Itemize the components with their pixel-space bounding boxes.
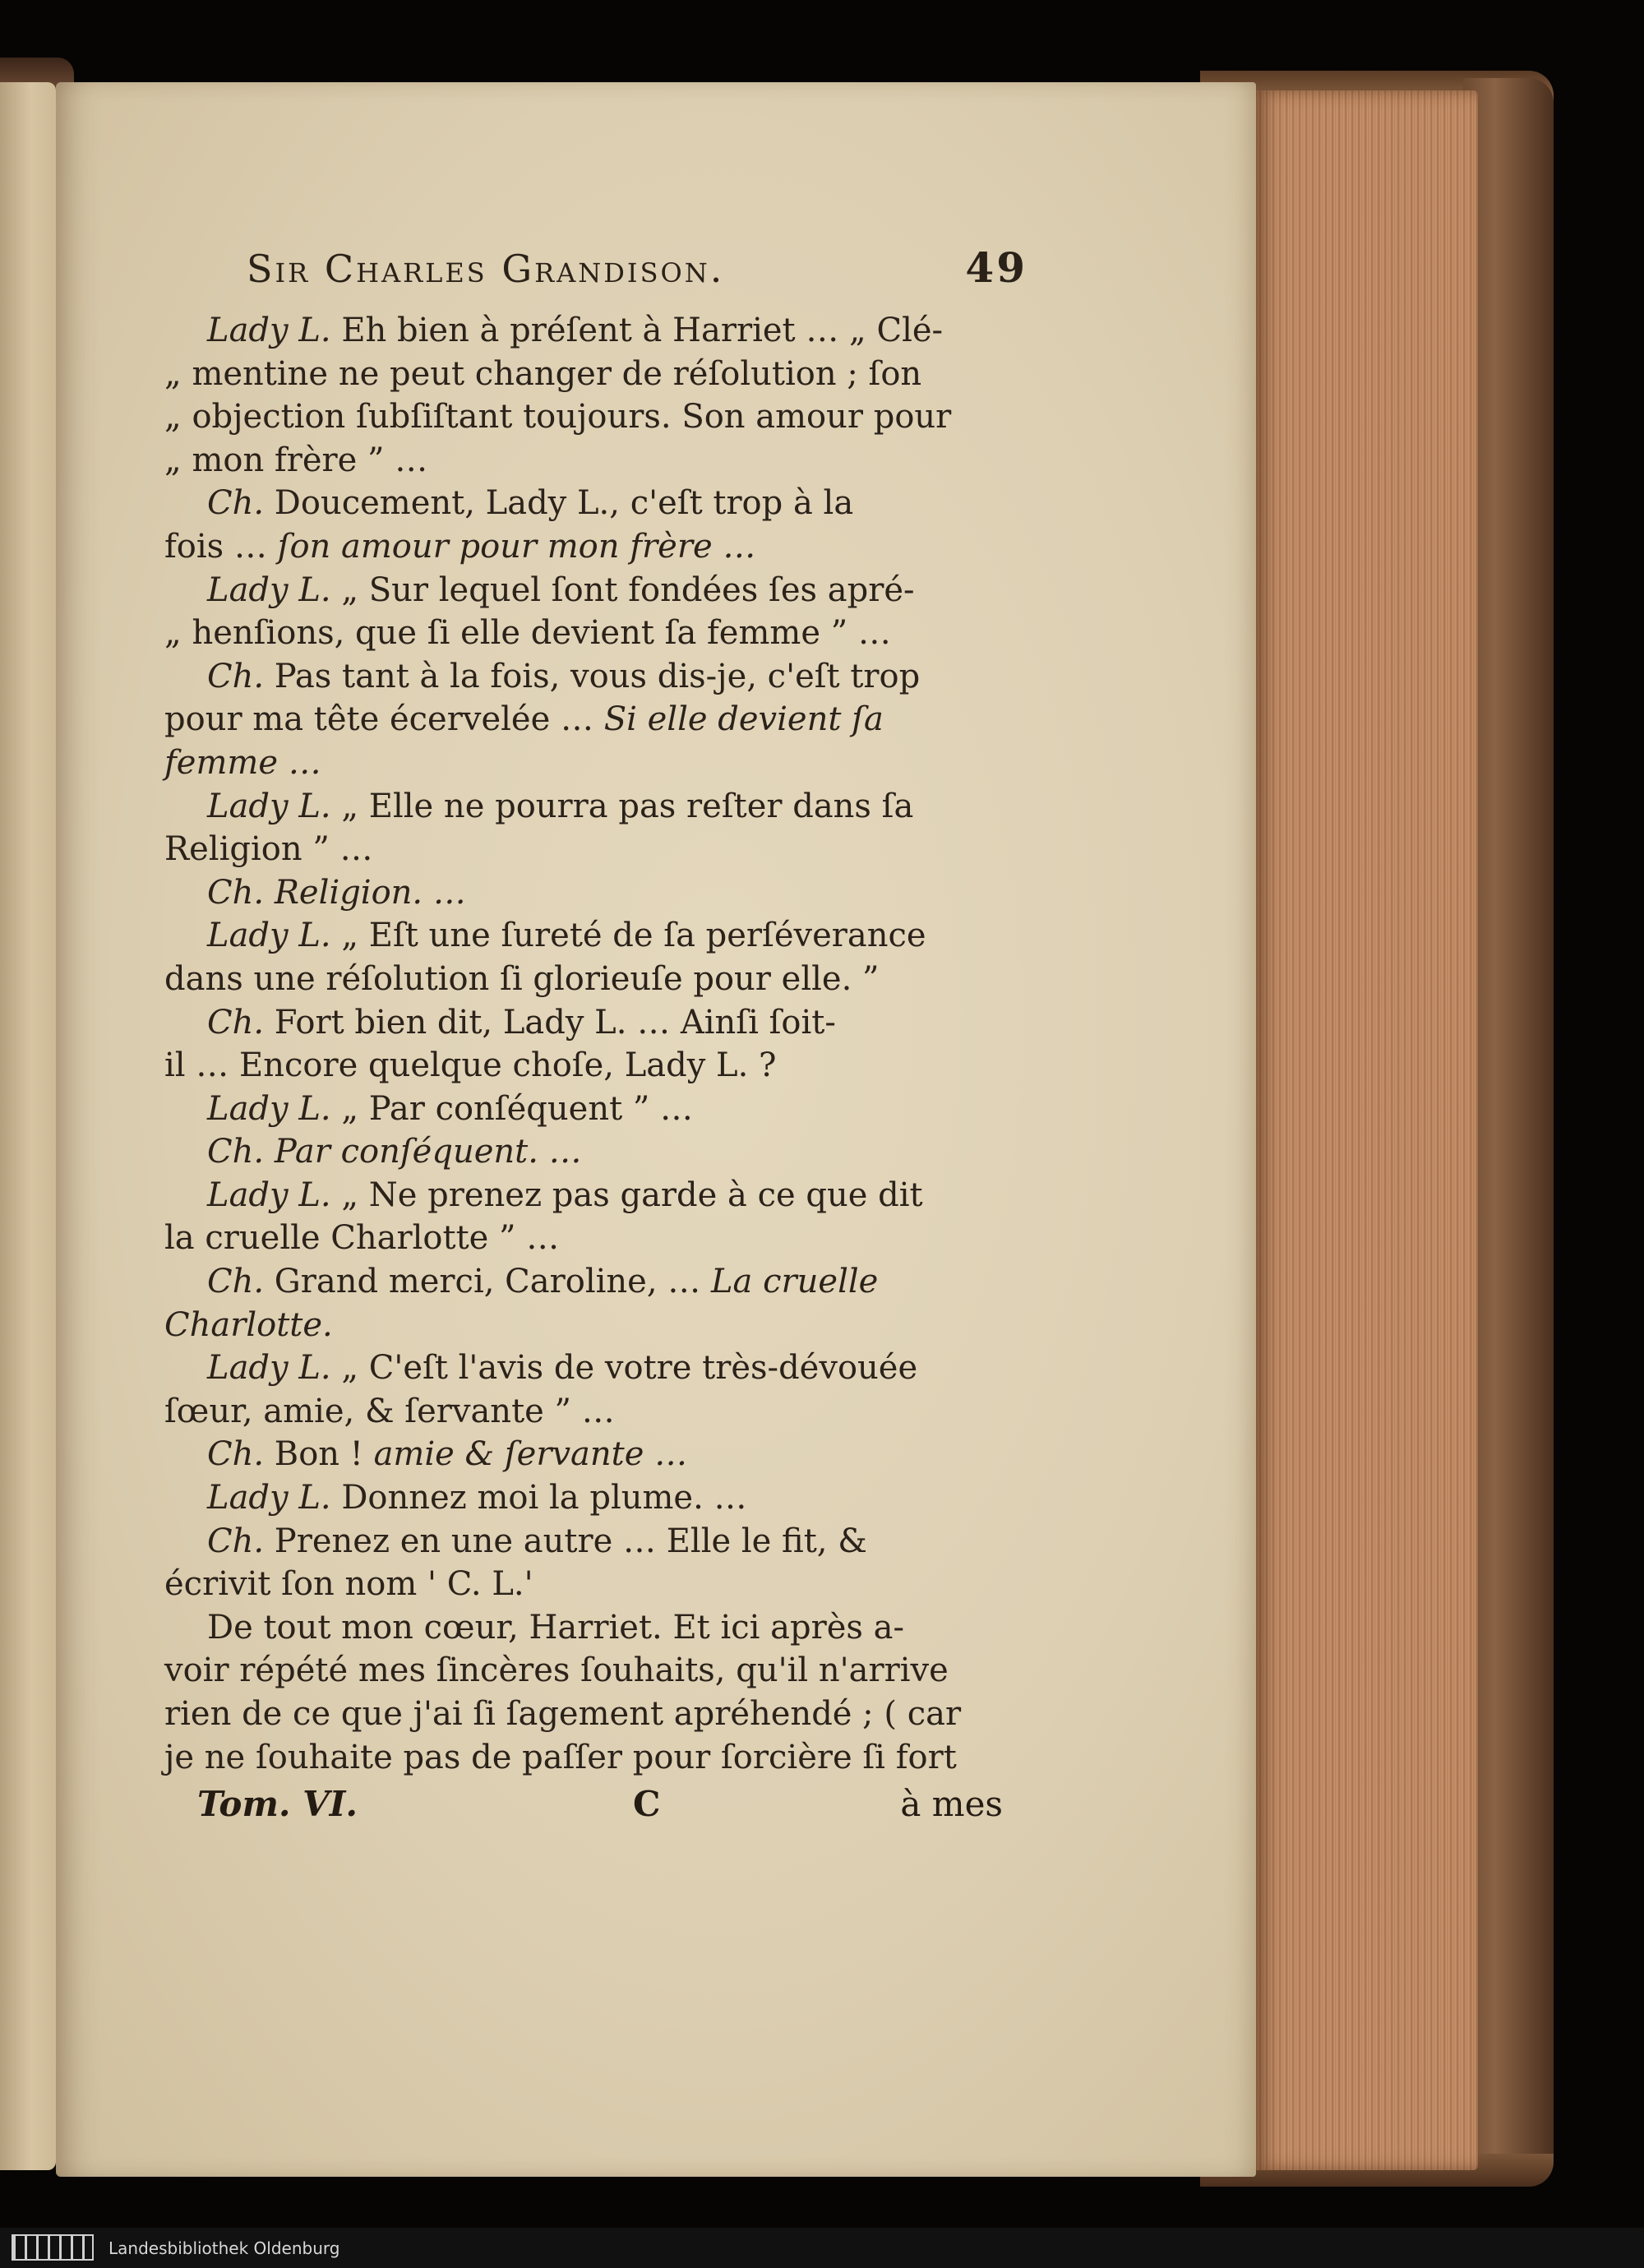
line-text: dans une réſolution ſi glorieuſe pour elle. ”	[164, 959, 880, 998]
text-line	[164, 1001, 1023, 1045]
line-text: Fort bien dit, Lady L. … Ainſi ſoit-	[264, 1003, 836, 1042]
catchword: à mes	[900, 1784, 1003, 1824]
speaker-name: Ch.	[207, 657, 265, 695]
text-line	[164, 1433, 1023, 1476]
text-line	[164, 1563, 1023, 1606]
speaker-name: Ch.	[207, 873, 265, 912]
line-text: Grand merci, Caroline, …	[264, 1263, 711, 1301]
line-text: la cruelle Charlotte ” …	[164, 1219, 560, 1258]
text-line	[164, 1606, 1023, 1650]
text-line	[164, 353, 1023, 396]
line-text: voir répété mes ſincères ſouhaits, qu'il n'arrive	[164, 1651, 949, 1690]
text-block	[164, 309, 1023, 1779]
speaker-name: Lady L.	[207, 570, 331, 609]
text-line	[164, 1476, 1023, 1520]
line-text: ſœur, amie, & ſervante ” …	[164, 1392, 615, 1430]
speaker-name: Lady L.	[207, 917, 331, 955]
text-line	[164, 1217, 1023, 1260]
text-line	[164, 569, 1023, 612]
line-text: „ mon frère ” …	[164, 441, 428, 479]
text-line	[164, 1736, 1023, 1780]
text-line	[164, 655, 1023, 699]
text-line	[164, 698, 1023, 741]
line-text: Religion ” …	[164, 830, 373, 869]
text-line	[164, 1390, 1023, 1434]
text-line	[164, 1304, 1023, 1347]
text-line	[164, 525, 1023, 569]
text-line	[164, 871, 1023, 915]
italic-text: La cruelle	[710, 1263, 879, 1301]
line-text: „ mentine ne peut changer de réſolution ; ſon	[164, 354, 922, 393]
line-text: Eh bien à préſent à Harriet … „ Clé-	[330, 312, 944, 349]
text-line	[164, 914, 1023, 958]
text-line	[164, 1346, 1023, 1390]
speaker-name: Lady L.	[207, 787, 331, 825]
line-text: Doucement, Lady L., c'eſt trop à la	[264, 484, 854, 523]
speaker-name: Ch.	[207, 1003, 265, 1042]
text-line	[164, 1044, 1023, 1088]
line-text: pour ma tête écervelée …	[164, 700, 604, 739]
line-text: Prenez en une autre … Elle le fit, &	[264, 1522, 867, 1560]
library-name: Landesbibliothek Oldenburg	[109, 2238, 340, 2258]
line-text: je ne ſouhaite pas de paſſer pour ſorcière ſi fort	[164, 1738, 957, 1776]
speaker-name: Ch.	[207, 1133, 265, 1171]
line-text: „ C'eſt l'avis de votre très-dévouée	[330, 1349, 918, 1388]
speaker-name: Ch.	[207, 1435, 265, 1474]
line-text	[264, 874, 275, 912]
italic-text: Par conſéquent. …	[274, 1133, 582, 1171]
line-text: Pas tant à la fois, vous dis-je, c'eſt trop	[264, 657, 921, 695]
line-text: „ objection ſubſiſtant toujours. Son amour pour	[164, 398, 952, 437]
text-line	[164, 309, 1023, 353]
line-text: fois …	[164, 527, 278, 566]
italic-text: Religion. …	[274, 873, 466, 912]
text-line	[164, 785, 1023, 829]
line-text: Donnez moi la plume. …	[330, 1479, 747, 1517]
italic-text: Si elle devient ſa	[603, 700, 884, 739]
text-line	[164, 1649, 1023, 1693]
running-title: Sir Charles Grandison.	[247, 247, 725, 291]
text-line	[164, 1693, 1023, 1736]
speaker-name: Ch.	[207, 484, 265, 523]
text-line	[164, 1174, 1023, 1217]
italic-text: ſon amour pour mon frère …	[277, 527, 756, 566]
italic-text: Charlotte.	[164, 1305, 333, 1344]
page-footer	[164, 1784, 1003, 1833]
speaker-name: Lady L.	[207, 1479, 331, 1517]
line-text: „ Elle ne pourra pas reſter dans ſa	[330, 787, 914, 825]
line-text: „ Ne prenez pas garde à ce que dit	[330, 1176, 923, 1214]
text-line	[164, 958, 1023, 1001]
text-line	[164, 1520, 1023, 1564]
line-text: écrivit ſon nom ' C. L.'	[164, 1565, 533, 1604]
line-text	[264, 1133, 275, 1171]
text-line	[164, 1260, 1023, 1304]
speaker-name: Lady L.	[207, 1089, 331, 1128]
page-fore-edge	[1256, 90, 1478, 2170]
text-line	[164, 1088, 1023, 1131]
speaker-name: Lady L.	[207, 1349, 331, 1388]
text-line	[164, 828, 1023, 871]
running-header	[247, 243, 1028, 296]
left-page-sliver	[0, 82, 56, 2170]
page-number: 49	[965, 243, 1028, 292]
bottom-bar	[0, 2228, 1644, 2268]
line-text: „ henſions, que ſi elle devient ſa femme ” …	[164, 614, 891, 653]
speaker-name: Lady L.	[207, 312, 331, 349]
italic-text: amie & ſervante …	[373, 1435, 688, 1474]
line-text: rien de ce que j'ai ſi ſagement apréhendé ; ( car	[164, 1695, 962, 1733]
library-building-icon	[12, 2234, 94, 2261]
speaker-name: Lady L.	[207, 1176, 331, 1214]
text-line	[164, 741, 1023, 785]
text-line	[164, 439, 1023, 483]
line-text: Bon !	[264, 1435, 374, 1474]
text-line	[164, 395, 1023, 439]
italic-text: femme …	[164, 743, 321, 782]
volume-mark: Tom. VI.	[197, 1784, 358, 1824]
signature-mark: C	[633, 1784, 661, 1824]
line-text: De tout mon cœur, Harriet. Et ici après a-	[207, 1608, 905, 1647]
line-text: „ Par conſéquent ” …	[330, 1089, 694, 1128]
text-line	[164, 1130, 1023, 1174]
text-line	[164, 612, 1023, 655]
speaker-name: Ch.	[207, 1263, 265, 1301]
text-line	[164, 482, 1023, 525]
speaker-name: Ch.	[207, 1522, 265, 1560]
line-text: „ Sur lequel ſont fondées ſes apré-	[330, 570, 915, 609]
line-text: „ Eſt une ſureté de ſa perſéverance	[330, 917, 926, 955]
line-text: il … Encore quelque choſe, Lady L. ?	[164, 1046, 777, 1085]
